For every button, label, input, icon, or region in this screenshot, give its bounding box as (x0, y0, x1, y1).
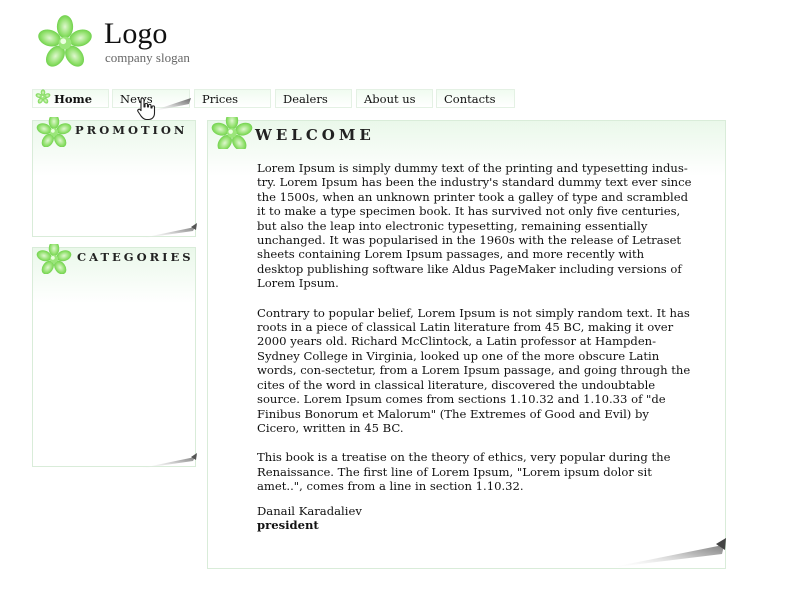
flower-icon (33, 89, 53, 105)
welcome-panel (207, 120, 726, 569)
nav-item-dealers[interactable] (275, 89, 352, 108)
flower-icon (210, 117, 254, 149)
nav-label: News (120, 92, 153, 106)
categories-title: CATEGORIES (77, 250, 194, 264)
nav-label: Dealers (283, 92, 328, 106)
signature-name: Danail Karadaliev (257, 504, 362, 518)
page-curl-icon (137, 223, 197, 239)
nav-label: Contacts (444, 92, 496, 106)
signature-role: president (257, 518, 319, 532)
nav-item-prices[interactable] (194, 89, 271, 108)
promotion-title: PROMOTION (75, 123, 188, 137)
nav-item-contacts[interactable] (436, 89, 515, 108)
page-curl-icon (137, 453, 197, 469)
logo-title: Logo (104, 17, 168, 50)
paragraph: Contrary to popular belief, Lorem Ipsum is not simply random text. It has roots in a piece of classical Latin literature from 45 BC, making it over 2000 years old. Richard McClintock, a Latin professor at Hampden-Sydney College in Virginia, looked up one of the more obscure Latin words, con-sectetur, from a Lorem Ipsum passage, and going through the cites of the word in classical literature, discovered the undoubtable source. Lorem Ipsum comes from sections 1.10.32 and 1.10.33 of "de Finibus Bonorum et Malorum" (The Extremes of Good and Evil) by Cicero, written in 45 BC. (257, 305, 691, 435)
nav-item-home[interactable] (32, 89, 109, 108)
article-body (257, 161, 693, 509)
hand-pointer-icon (136, 96, 162, 122)
promotion-panel (32, 120, 196, 237)
flower-icon (35, 244, 73, 274)
company-slogan: company slogan (105, 50, 190, 65)
nav-label: Prices (202, 92, 239, 106)
flower-logo-icon (36, 14, 94, 72)
paragraph: Lorem Ipsum is simply dummy text of the printing and typesetting indus-try. Lorem Ipsum has been the industry's standard dummy text ever since the 1500s, when an unknown printer took a galley of type and scrambled it to make a type specimen book. It has survived not only five centuries, but also the leap into electronic typesetting, remaining essentially unchanged. It was popularised in the 1960s with the release of Letraset sheets containing Lorem Ipsum passages, and more recently with desktop publishing software like Aldus PageMaker including versions of Lorem Ipsum. (257, 161, 692, 291)
nav-item-about-us[interactable] (356, 89, 433, 108)
categories-panel (32, 247, 196, 467)
flower-icon (35, 117, 73, 147)
page-curl-icon (608, 538, 728, 568)
paragraph: This book is a treatise on the theory of ethics, very popular during the Renaissance. The first line of Lorem Ipsum, "Lorem ipsum dolor sit amet..", comes from a line in section 1.10.32. (257, 450, 671, 494)
nav-label: Home (54, 92, 93, 106)
nav-label: About us (364, 92, 416, 106)
welcome-title: WELCOME (255, 126, 375, 144)
